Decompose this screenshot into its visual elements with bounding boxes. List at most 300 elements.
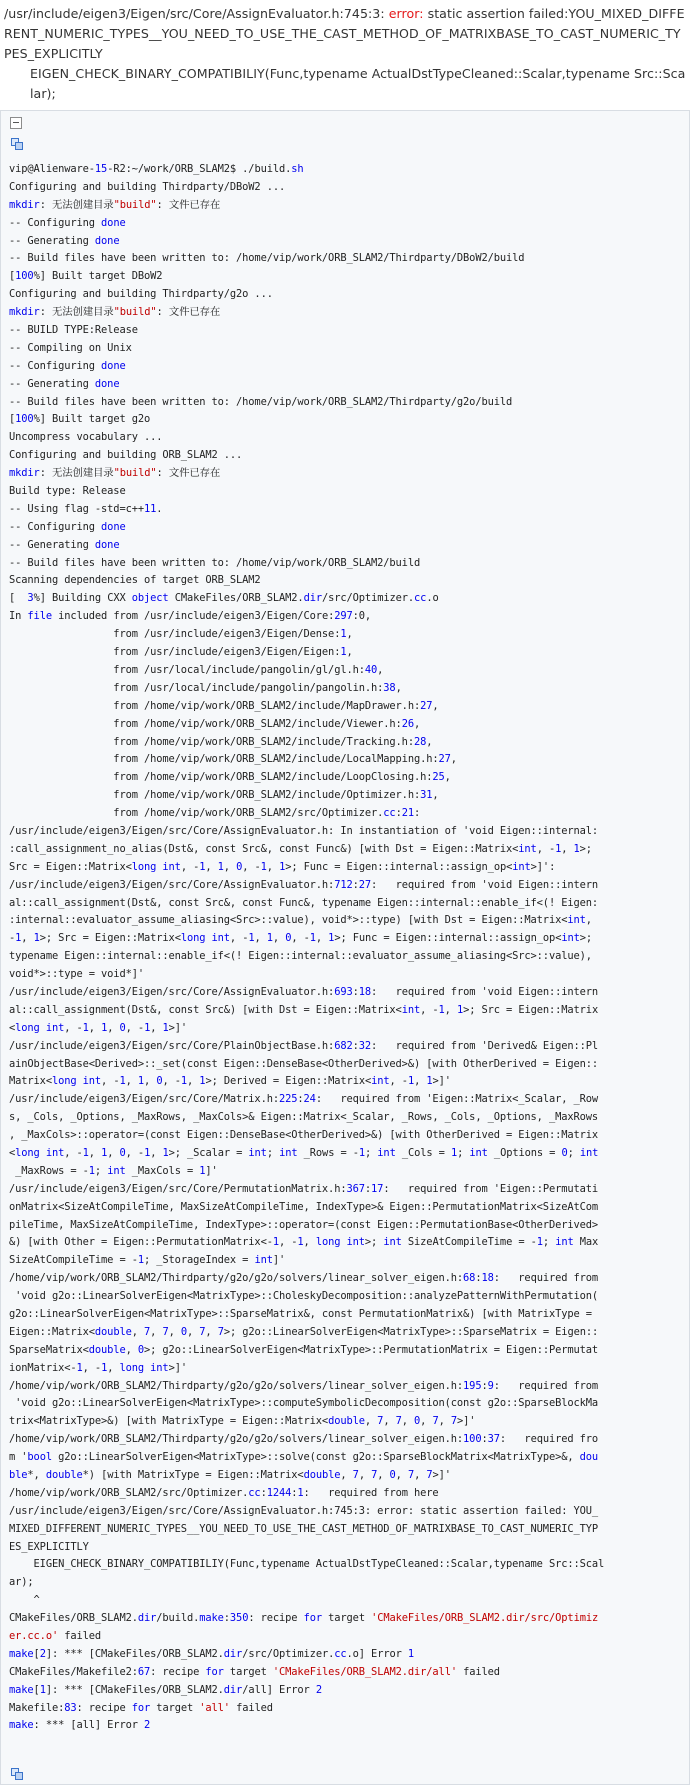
- code-token: 27: [358, 878, 372, 891]
- code-token: CMakeFiles/ORB_SLAM2.: [168, 592, 304, 605]
- code-token: 1: [101, 1146, 108, 1159]
- code-line: [9, 626, 689, 644]
- code-token: >;: [364, 1236, 384, 1249]
- code-token: done: [101, 359, 126, 372]
- code-token: ,: [125, 1343, 138, 1356]
- code-token: "build": [113, 198, 157, 211]
- code-token: 195: [463, 1379, 482, 1392]
- code-line: [9, 930, 689, 948]
- code-token: int: [371, 1075, 390, 1088]
- code-token: -- Compiling on Unix: [9, 341, 132, 354]
- code-token: -R2:~/work/ORB_SLAM2$ ./build.: [107, 163, 292, 175]
- code-token: cc: [414, 592, 427, 605]
- code-token: int: [377, 1146, 396, 1159]
- code-token: 2: [315, 1683, 322, 1696]
- code-token: 1: [162, 1021, 169, 1034]
- code-line: [9, 1306, 689, 1324]
- code-line: [9, 465, 689, 483]
- code-token: ]: *** [CMakeFiles/ORB_SLAM2.: [45, 1683, 224, 1696]
- code-token: /all] Error: [242, 1683, 316, 1696]
- code-line: [9, 841, 689, 859]
- code-token: target: [150, 1701, 200, 1714]
- error-message: static assertion failed:YOU_MIXED_DIFFERENT_NUMERIC_TYPES__YOU_NEED_TO_USE_THE_CAST_METHOD_OF_MATRIXBASE_TO_CAST_NUMERIC_TYPES_EXPLICITLY: [4, 6, 685, 61]
- code-line: [9, 215, 689, 233]
- code-line: [9, 447, 689, 465]
- code-token: ,: [272, 932, 286, 945]
- code-line: [9, 1020, 689, 1038]
- code-token: 1: [199, 1164, 206, 1177]
- code-token: _Rows = -: [297, 1146, 359, 1159]
- code-token: 1: [266, 932, 273, 945]
- code-token: : required from 'Eigen::Matrix<_Scalar, _Row: [315, 1093, 599, 1106]
- code-token: 297: [334, 610, 353, 623]
- code-token: :: [413, 807, 421, 820]
- collapse-toggle-icon[interactable]: [10, 117, 22, 129]
- code-token: : 文件已存在: [156, 198, 221, 211]
- code-line: [9, 1700, 689, 1718]
- code-token: ionMatrix<-: [9, 1361, 77, 1374]
- code-token: 26: [401, 717, 414, 730]
- code-token: >]': [168, 1021, 188, 1034]
- code-token: done: [101, 216, 126, 229]
- code-token: from /usr/local/include/pangolin/gl/gl.h:: [9, 663, 365, 676]
- code-token: [: [9, 270, 16, 283]
- code-line: [9, 966, 689, 984]
- code-token: ,: [168, 1325, 181, 1338]
- code-token: ,: [377, 1469, 390, 1482]
- code-line: [9, 572, 689, 590]
- code-token: ,: [444, 771, 451, 784]
- code-token: 27: [420, 699, 433, 712]
- code-line: [9, 1324, 689, 1342]
- code-token: : recipe: [248, 1612, 304, 1625]
- code-token: -- Build files have been written to: /home/vip/work/ORB_SLAM2/Thirdparty/DBoW2/build: [9, 252, 525, 265]
- code-line: [9, 268, 689, 286]
- code-token: target: [322, 1612, 372, 1625]
- code-token: Configuring and building ORB_SLAM2 ...: [9, 449, 243, 462]
- code-token: 0: [285, 932, 292, 945]
- code-token: : required from 'void Eigen::intern: [371, 985, 599, 998]
- code-token: :: [475, 1272, 482, 1285]
- code-token: &) [with Other = Eigen::PermutationMatrix<-: [9, 1236, 273, 1249]
- code-token: make: [9, 1647, 34, 1660]
- code-token: , -: [162, 1075, 181, 1088]
- code-line: [9, 1378, 689, 1396]
- code-line: [9, 250, 689, 268]
- code-line: [9, 1521, 689, 1539]
- code-token: make: [199, 1612, 224, 1625]
- code-line: [9, 322, 689, 340]
- code-token: 38: [383, 681, 396, 694]
- copy-code-icon[interactable]: [11, 138, 23, 150]
- code-token: 0: [389, 1469, 396, 1482]
- code-token: failed: [456, 1665, 500, 1678]
- code-token: from /usr/include/eigen3/Eigen/Eigen:: [9, 646, 341, 659]
- code-token: 1: [144, 1146, 151, 1159]
- code-line: [9, 537, 689, 555]
- code-line: [9, 1342, 689, 1360]
- code-token: double: [88, 1343, 126, 1356]
- code-token: ,: [420, 1415, 433, 1428]
- code-token: :: [481, 1379, 488, 1392]
- code-token: : required from: [493, 1272, 599, 1285]
- code-token: >; Func = Eigen::internal::assign_op<: [334, 932, 562, 945]
- error-header-line1: [4, 4, 687, 64]
- code-token: ,: [150, 1146, 163, 1159]
- code-token: ;: [542, 1236, 556, 1249]
- code-line: [9, 555, 689, 573]
- code-token: dir: [223, 1647, 243, 1660]
- code-line: [9, 358, 689, 376]
- code-token: 1: [76, 1361, 83, 1374]
- code-token: 1: [272, 1236, 279, 1249]
- code-token: 1: [456, 1003, 464, 1016]
- code-token: :: [297, 1093, 304, 1106]
- code-line: [9, 519, 689, 537]
- code-token: /home/vip/work/ORB_SLAM2/Thirdparty/g2o/g2o/solvers/linear_solver_eigen.h:: [9, 1272, 464, 1285]
- code-token: 350: [229, 1612, 249, 1625]
- code-token: s, _Cols, _Options, _MaxRows, _MaxCols>& Eigen::Matrix<_Scalar, _Rows, _Cols, _Options, _MaxRows: [9, 1111, 599, 1124]
- code-token: 1244: [266, 1486, 292, 1499]
- code-token: 7: [377, 1415, 384, 1428]
- code-token: ,: [444, 1003, 457, 1016]
- code-token: : required from: [493, 1379, 599, 1392]
- code-token: 3: [27, 592, 34, 605]
- code-token: ,: [107, 1146, 120, 1159]
- code-token: ,: [223, 860, 237, 873]
- code-lines: [9, 161, 689, 1735]
- code-token: ,: [205, 860, 218, 873]
- code-token: 7: [217, 1325, 224, 1338]
- code-token: : 无法创建目录: [39, 198, 114, 211]
- code-token: 0: [236, 860, 243, 873]
- code-token: _Options =: [487, 1146, 562, 1159]
- code-token: : recipe: [150, 1665, 206, 1678]
- code-line: [9, 912, 689, 930]
- code-token: 1: [297, 1486, 304, 1499]
- code-line: [9, 1056, 689, 1074]
- code-token: 'void g2o::LinearSolverEigen<MatrixType>::CholeskyDecomposition::analyzePatternWithPermutation(: [9, 1290, 599, 1303]
- code-line: [9, 984, 689, 1002]
- code-token: 1: [180, 1075, 188, 1088]
- code-token: ,: [432, 699, 439, 712]
- code-token: [: [33, 1647, 40, 1660]
- code-token: done: [94, 538, 120, 551]
- code-line: [9, 948, 689, 966]
- code-token: int: [518, 842, 537, 855]
- code-token: ,: [125, 1075, 138, 1088]
- code-token: 68: [463, 1272, 476, 1285]
- code-token: 1: [340, 646, 347, 659]
- code-token: sh: [291, 163, 304, 175]
- code-token: : required from 'Eigen::Permutati: [383, 1182, 599, 1195]
- code-token: In: [9, 610, 28, 623]
- code-token: 225: [278, 1093, 298, 1106]
- code-token: ,: [144, 1075, 157, 1088]
- code-line: [9, 895, 689, 913]
- code-token: "build": [113, 467, 157, 480]
- code-token: from /home/vip/work/ORB_SLAM2/include/LoopClosing.h:: [9, 771, 433, 784]
- code-line: [9, 1234, 689, 1252]
- code-token: for: [303, 1612, 322, 1625]
- code-token: , -: [242, 860, 261, 873]
- code-token: .: [156, 502, 163, 515]
- error-location: /usr/include/eigen3/Eigen/src/Core/AssignEvaluator.h:745:3:: [4, 6, 389, 21]
- code-token: :: [352, 1039, 359, 1052]
- code-token: , -: [291, 932, 310, 945]
- code-token: done: [101, 520, 126, 533]
- code-token: ,: [401, 1415, 415, 1428]
- code-line: [9, 179, 689, 197]
- code-token: :call_assignment_no_alias(Dst&, const Src&, const Func&) [with Dst = Eigen::Matrix<: [9, 842, 519, 855]
- code-token: <: [9, 1146, 16, 1159]
- code-token: >]':: [530, 860, 556, 873]
- code-token: /usr/include/eigen3/Eigen/src/Core/AssignEvaluator.h:: [9, 878, 335, 891]
- code-token: double: [45, 1469, 83, 1482]
- code-token: done: [94, 377, 120, 390]
- code-token: >; g2o::LinearSolverEigen<MatrixType>::SparseMatrix = Eigen::: [223, 1325, 599, 1338]
- code-token: ;: [94, 1164, 108, 1177]
- code-token: , -: [125, 1021, 145, 1034]
- code-token: 1: [297, 1236, 304, 1249]
- code-token: ar);: [9, 1576, 34, 1589]
- code-token: pileTime, MaxSizeAtCompileTime, IndexType>::operator=(const Eigen::PermutationBase<OtherDerived>: [9, 1218, 599, 1231]
- code-line: [9, 1467, 689, 1485]
- code-token: ,: [340, 1469, 353, 1482]
- code-token: ,: [358, 1469, 372, 1482]
- code-token: ,: [205, 1325, 218, 1338]
- code-line: [9, 644, 689, 662]
- code-token: vip@Alienware-: [9, 163, 95, 175]
- code-token: ,: [150, 1021, 163, 1034]
- code-token: ble: [9, 1469, 28, 1482]
- code-token: , -: [82, 1361, 102, 1374]
- code-token: dir: [137, 1612, 157, 1625]
- code-token: 24: [303, 1093, 316, 1106]
- code-token: 67: [137, 1665, 151, 1678]
- code-token: :: [395, 807, 402, 820]
- code-token: _MaxRows = -: [9, 1164, 89, 1177]
- code-token: [: [33, 1683, 40, 1696]
- code-line: [9, 233, 689, 251]
- code-token: 0: [137, 1343, 145, 1356]
- code-line: [9, 501, 689, 519]
- code-token: 83: [64, 1701, 77, 1714]
- code-token: 15: [94, 163, 108, 175]
- code-token: ;: [365, 1146, 378, 1159]
- code-token: for: [205, 1665, 224, 1678]
- code-token: : *** [all] Error: [33, 1719, 144, 1732]
- code-token: failed: [229, 1701, 273, 1714]
- code-token: , -: [64, 1021, 83, 1034]
- code-token: from /home/vip/work/ORB_SLAM2/include/MapDrawer.h:: [9, 699, 421, 712]
- code-token: int: [555, 1236, 574, 1249]
- code-token: long int: [15, 1021, 65, 1034]
- code-line: [9, 1431, 689, 1449]
- code-token: 21: [401, 807, 414, 820]
- code-token: from /home/vip/work/ORB_SLAM2/include/Tracking.h:: [9, 735, 414, 748]
- code-token: ,: [414, 1469, 427, 1482]
- code-token: 0: [156, 1075, 163, 1088]
- code-token: Build type: Release: [9, 485, 126, 498]
- code-token: ,: [346, 646, 353, 659]
- code-token: 7: [199, 1325, 206, 1338]
- code-token: 1: [162, 1146, 169, 1159]
- code-token: 682: [334, 1039, 353, 1052]
- code-token: 1: [137, 1254, 144, 1267]
- code-token: ,: [315, 932, 329, 945]
- code-token: ,: [303, 1236, 316, 1249]
- code-line: [9, 1717, 689, 1735]
- code-token: from /home/vip/work/ORB_SLAM2/include/LocalMapping.h:: [9, 753, 439, 766]
- code-line: [9, 1270, 689, 1288]
- code-token: 'CMakeFiles/ORB_SLAM2.dir/src/Optimiz: [371, 1612, 599, 1625]
- code-token: -- Build files have been written to: /home/vip/work/ORB_SLAM2/Thirdparty/g2o/build: [9, 395, 513, 408]
- code-token: : required from 'Derived& Eigen::Pl: [371, 1039, 599, 1052]
- code-token: 7: [432, 1415, 439, 1428]
- code-token: 1: [309, 932, 316, 945]
- code-line: [9, 698, 689, 716]
- code-line: [9, 716, 689, 734]
- code-token: >; Func = Eigen::internal::assign_op<: [285, 860, 513, 873]
- code-token: ,: [266, 860, 280, 873]
- code-token: int: [561, 932, 580, 945]
- code-line: [9, 304, 689, 322]
- code-line: [9, 1145, 689, 1163]
- code-line: [9, 161, 689, 179]
- code-token: Matrix<: [9, 1075, 52, 1088]
- code-line: [9, 1449, 689, 1467]
- code-token: 'CMakeFiles/ORB_SLAM2.dir/all': [272, 1665, 457, 1678]
- code-token: >; Src = Eigen::Matrix: [463, 1003, 599, 1016]
- code-token: ,: [414, 1075, 427, 1088]
- code-token: int: [279, 1146, 298, 1159]
- code-token: typename Eigen::internal::enable_if<(! Eigen::internal::evaluator_assume_aliasing<Src>::value),: [9, 950, 592, 963]
- code-token: 7: [395, 1415, 402, 1428]
- code-token: dou: [579, 1451, 599, 1464]
- code-token: int: [512, 860, 531, 873]
- code-token: 7: [426, 1469, 433, 1482]
- code-line: [9, 483, 689, 501]
- code-line: [9, 1592, 689, 1610]
- code-line: [9, 1038, 689, 1056]
- code-token: 1: [260, 860, 267, 873]
- code-line: [9, 1628, 689, 1646]
- code-line: [9, 340, 689, 358]
- code-token: ,: [346, 628, 353, 641]
- code-line: [9, 1682, 689, 1700]
- code-line: [9, 590, 689, 608]
- code-token: -- Generating: [9, 234, 95, 247]
- code-token: Makefile:: [9, 1701, 65, 1714]
- code-token: 'all': [199, 1701, 230, 1714]
- code-token: ]': [272, 1254, 286, 1267]
- code-token: CMakeFiles/Makefile2:: [9, 1665, 138, 1678]
- code-token: , -: [536, 842, 556, 855]
- code-token: Uncompress vocabulary ...: [9, 431, 163, 444]
- code-token: /usr/include/eigen3/Eigen/src/Core/AssignEvaluator.h: In instantiation of 'void Eigen::internal:: [9, 824, 599, 837]
- code-token: ES_EXPLICITLY: [9, 1540, 89, 1553]
- code-token: >]': [168, 1361, 187, 1374]
- copy-code-icon-bottom[interactable]: [11, 1768, 23, 1780]
- code-token: -: [9, 932, 16, 945]
- code-token: _MaxCols =: [125, 1164, 200, 1177]
- code-token: failed: [58, 1630, 102, 1643]
- code-token: 1: [450, 1146, 458, 1159]
- code-token: 0: [119, 1146, 126, 1159]
- code-token: _Cols =: [395, 1146, 451, 1159]
- code-token: from /home/vip/work/ORB_SLAM2/include/Optimizer.h:: [9, 789, 421, 802]
- code-token: :: [352, 985, 359, 998]
- code-token: 1: [82, 1146, 89, 1159]
- code-token: :: [481, 1433, 488, 1446]
- code-token: %] Built target DBoW2: [33, 270, 163, 283]
- code-token: ,: [88, 1021, 102, 1034]
- code-token: cc: [383, 807, 396, 820]
- code-token: : 无法创建目录: [39, 306, 114, 319]
- code-token: 9: [487, 1379, 494, 1392]
- code-token: -- Configuring: [9, 216, 102, 229]
- code-token: ,: [21, 932, 34, 945]
- code-token: 0: [119, 1021, 126, 1034]
- code-token: 1: [438, 1003, 445, 1016]
- code-line: [9, 877, 689, 895]
- code-token: 11: [144, 502, 157, 515]
- code-token: object: [131, 592, 169, 605]
- code-token: -- Configuring: [9, 520, 102, 533]
- code-token: 37: [487, 1433, 500, 1446]
- code-token: 1: [144, 1021, 151, 1034]
- code-token: 'void g2o::LinearSolverEigen<MatrixType>::computeSymbolicDecomposition(const g2o::SparseBlockMa: [9, 1397, 599, 1410]
- error-header-line2: EIGEN_CHECK_BINARY_COMPATIBILIY(Func,typename ActualDstTypeCleaned::Scalar,typename Src::Scalar);: [30, 66, 686, 101]
- code-token: int: [248, 1146, 267, 1159]
- code-token: .o: [426, 592, 439, 605]
- code-token: ,: [438, 1415, 451, 1428]
- code-line: [9, 1199, 689, 1217]
- code-token: ,: [561, 842, 574, 855]
- code-token: >; Derived = Eigen::Matrix<: [205, 1075, 372, 1088]
- code-line: [9, 751, 689, 769]
- code-token: onMatrix<SizeAtCompileTime, MaxSizeAtCompileTime, IndexType>& Eigen::PermutationMatrix<SizeAtCom: [9, 1200, 599, 1213]
- code-line: [9, 608, 689, 626]
- code-token: >;: [579, 842, 592, 855]
- code-token: -- Build files have been written to: /home/vip/work/ORB_SLAM2/build: [9, 556, 421, 569]
- code-token: long int: [15, 1146, 65, 1159]
- code-token: double: [303, 1469, 341, 1482]
- code-token: 1: [248, 932, 255, 945]
- code-token: :: [364, 1182, 372, 1195]
- code-token: ,: [395, 681, 402, 694]
- code-token: 18: [481, 1272, 494, 1285]
- code-token: :: [223, 1612, 230, 1625]
- code-token: int: [254, 1254, 273, 1267]
- code-token: /usr/include/eigen3/Eigen/src/Core/AssignEvaluator.h:745:3: error: static assertion failed: YOU_: [9, 1504, 599, 1517]
- code-line: [9, 680, 689, 698]
- code-line: [9, 787, 689, 805]
- code-line: [9, 1610, 689, 1628]
- code-token: 18: [358, 985, 372, 998]
- code-token: 1: [573, 842, 580, 855]
- code-token: 0: [180, 1325, 187, 1338]
- code-token: 1: [88, 1164, 95, 1177]
- code-token: -- BUILD TYPE:Release: [9, 324, 138, 337]
- code-token: ; _StorageIndex =: [144, 1254, 255, 1267]
- code-token: ;: [457, 1146, 470, 1159]
- code-line: [9, 1252, 689, 1270]
- code-token: 1: [407, 1647, 415, 1660]
- code-token: from /home/vip/work/ORB_SLAM2/include/Viewer.h:: [9, 717, 402, 730]
- code-token: ,: [364, 1415, 378, 1428]
